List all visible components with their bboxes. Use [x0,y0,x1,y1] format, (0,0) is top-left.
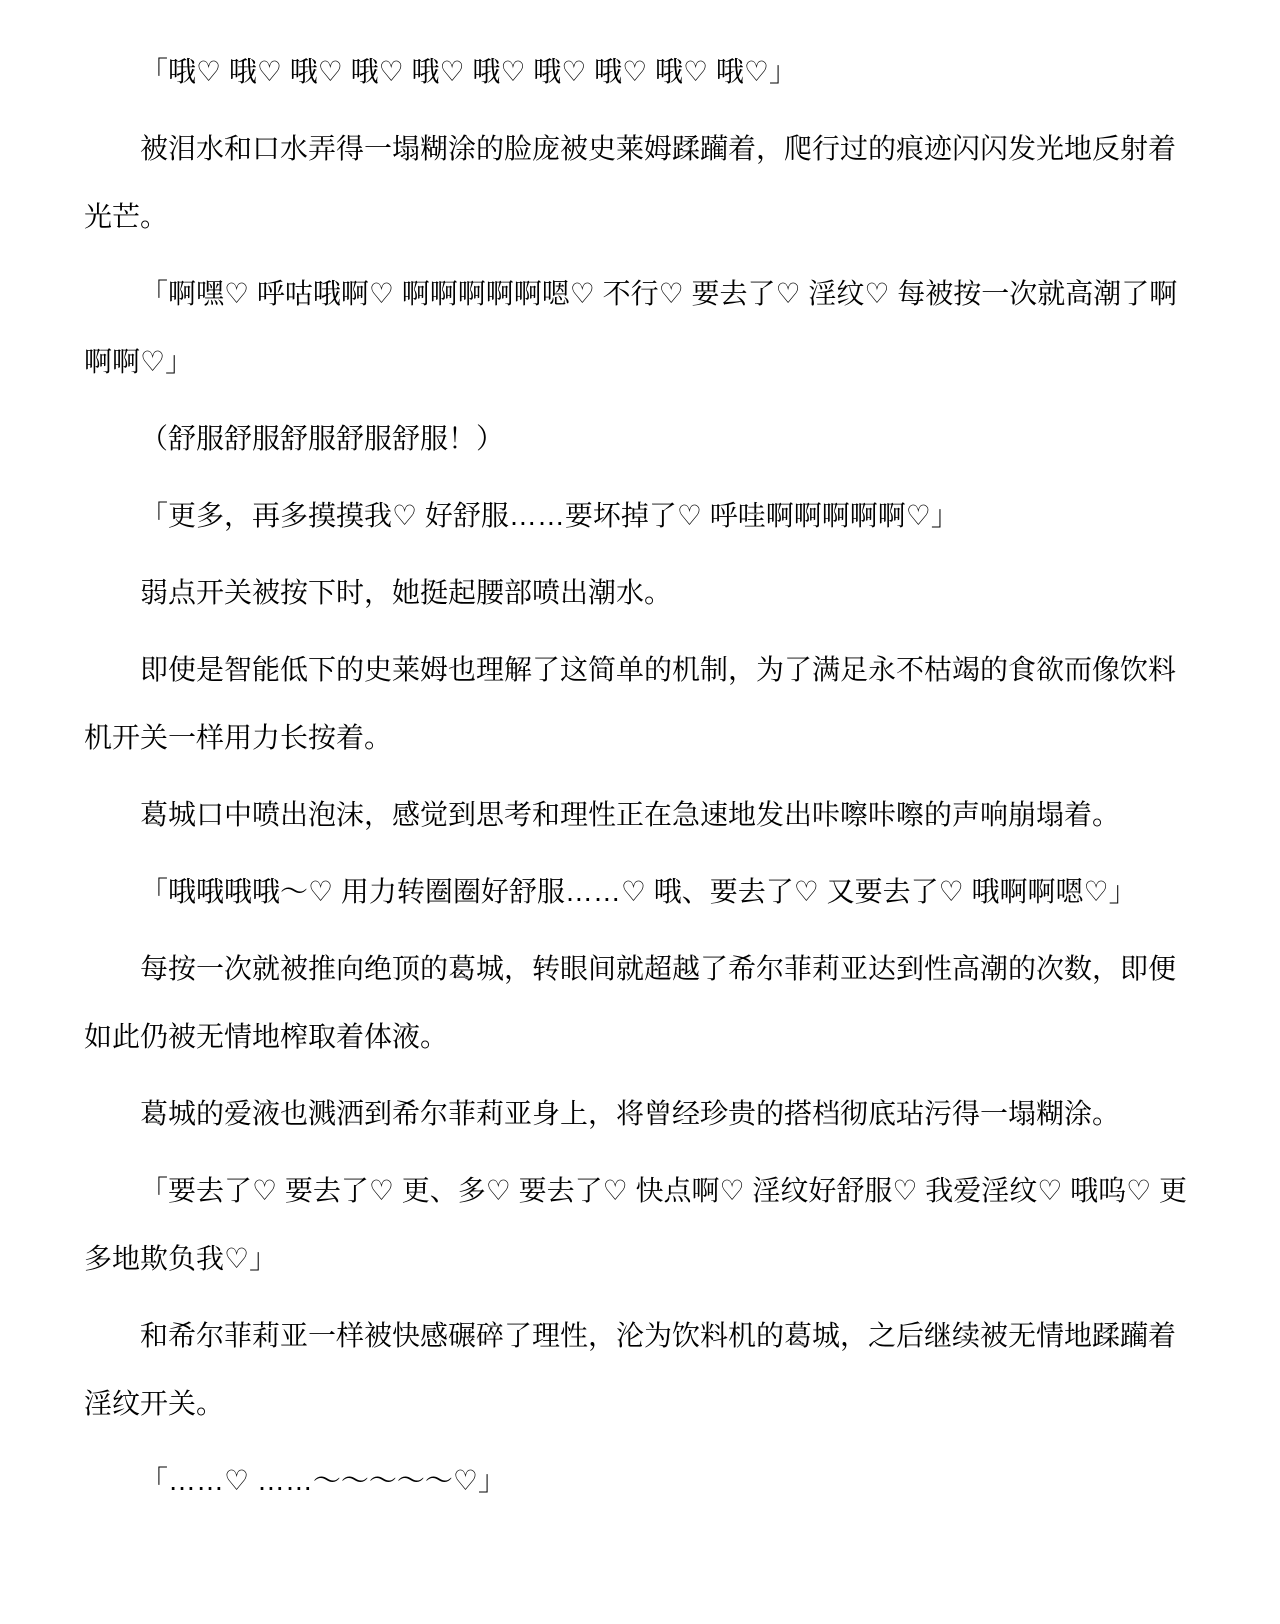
paragraph: 葛城口中喷出泡沫，感觉到思考和理性正在急速地发出咔嚓咔嚓的声响崩塌着。 [140,799,1121,830]
paragraph: 「……♡ ……～～～～～♡」 [140,1465,506,1496]
paragraph: 每按一次就被推向绝顶的葛城，转眼间就超越了希尔菲莉亚达到性高潮的次数，即便如此仍被无情地榨取着体液。 [84,953,1177,1052]
paragraph: 「哦♡ 哦♡ 哦♡ 哦♡ 哦♡ 哦♡ 哦♡ 哦♡ 哦♡ 哦♡」 [140,56,798,87]
paragraph: 「啊嘿♡ 呼咕哦啊♡ 啊啊啊啊啊嗯♡ 不行♡ 要去了♡ 淫纹♡ 每被按一次就高潮了啊啊啊♡」 [84,278,1178,377]
paragraph: 「更多，再多摸摸我♡ 好舒服……要坏掉了♡ 呼哇啊啊啊啊啊♡」 [140,500,959,531]
paragraph: 被泪水和口水弄得一塌糊涂的脸庞被史莱姆蹂躏着，爬行过的痕迹闪闪发光地反射着光芒。 [84,133,1177,232]
paragraph: 和希尔菲莉亚一样被快感碾碎了理性，沦为饮料机的葛城，之后继续被无情地蹂躏着淫纹开关。 [84,1320,1177,1419]
paragraph: 即使是智能低下的史莱姆也理解了这简单的机制，为了满足永不枯竭的食欲而像饮料机开关一样用力长按着。 [84,654,1177,753]
paragraph: （舒服舒服舒服舒服舒服！） [140,423,505,454]
paragraph: 葛城的爱液也溅洒到希尔菲莉亚身上，将曾经珍贵的搭档彻底玷污得一塌糊涂。 [140,1098,1121,1129]
paragraph: 「哦哦哦哦～♡ 用力转圈圈好舒服……♡ 哦、要去了♡ 又要去了♡ 哦啊啊嗯♡」 [140,876,1137,907]
paragraph: 弱点开关被按下时，她挺起腰部喷出潮水。 [140,577,673,608]
paragraph: 「要去了♡ 要去了♡ 更、多♡ 要去了♡ 快点啊♡ 淫纹好舒服♡ 我爱淫纹♡ 哦呜♡ 更多地欺负我♡」 [84,1175,1188,1274]
